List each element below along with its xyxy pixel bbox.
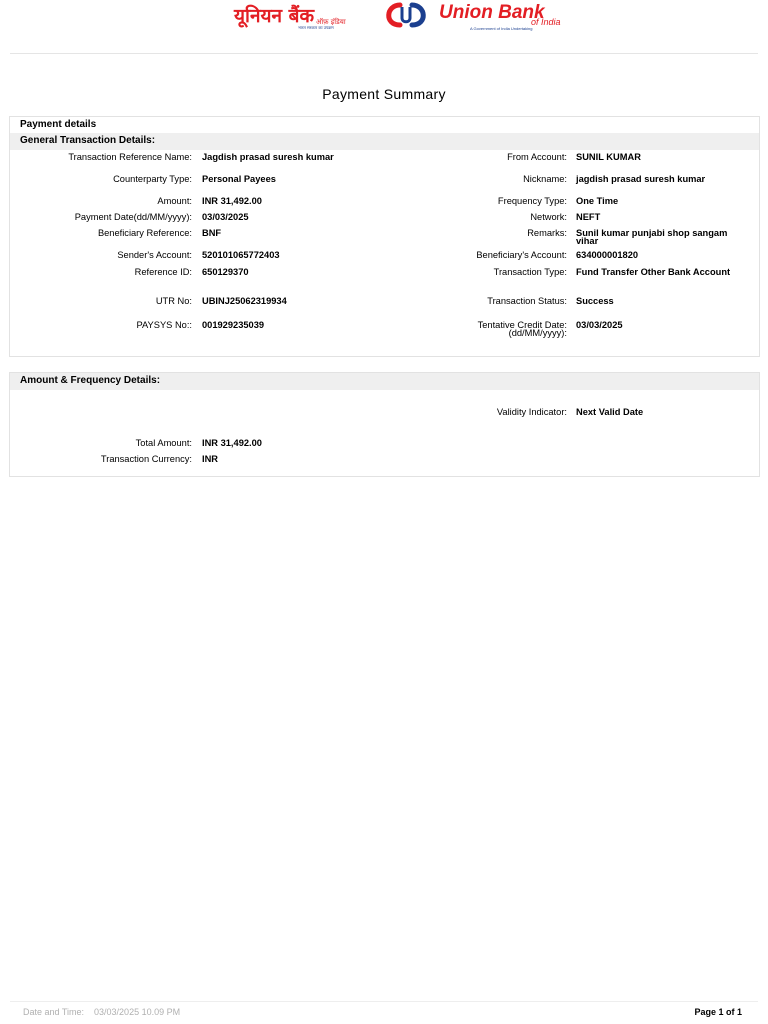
hindi-bank-sub: ऑफ़ इंडिया [316,18,346,26]
amount-label: Amount: [157,196,192,206]
network-value: NEFT [576,212,601,222]
senders-account-label: Sender's Account: [117,250,192,260]
reference-id-label: Reference ID: [134,267,192,277]
hindi-bank-name: यूनियन बैंक [234,5,315,27]
beneficiary-reference-value: BNF [202,228,222,238]
english-logo [439,2,579,30]
amount-frequency-panel [9,372,760,477]
union-bank-logo-icon [380,2,432,28]
remarks-label: Remarks: [527,228,567,238]
english-bank-sub: of India [531,17,561,27]
tentative-credit-date-label: Tentative Credit Date:(dd/MM/yyyy): [477,320,567,338]
datetime-value: 03/03/2025 10.09 PM [94,1007,181,1017]
beneficiary-account-label: Beneficiary's Account: [476,250,567,260]
reference-id-value: 650129370 [202,267,249,277]
transaction-reference-name-value: Jagdish prasad suresh kumar [202,152,334,162]
validity-indicator-label: Validity Indicator: [496,407,567,417]
total-amount-label: Total Amount: [135,438,192,448]
transaction-type-label: Transaction Type: [493,267,567,277]
from-account-value: SUNIL KUMAR [576,152,641,162]
total-amount-value: INR 31,492.00 [202,438,262,448]
payment-date-label: Payment Date(dd/MM/yyyy): [74,212,192,222]
bank-header [0,0,768,54]
nickname-label: Nickname: [523,174,567,184]
transaction-status-value: Success [576,296,614,306]
header-divider [10,53,758,54]
transaction-reference-name-label: Transaction Reference Name: [68,152,192,162]
payment-details-caption: Payment details [20,119,97,130]
payment-details-panel [9,116,760,357]
footer-divider [10,1001,758,1002]
transaction-status-label: Transaction Status: [487,296,567,306]
frequency-type-value: One Time [576,196,619,206]
amount-value: INR 31,492.00 [202,196,262,206]
transaction-currency-value: INR [202,454,219,464]
general-transaction-title: General Transaction Details: [20,135,156,146]
remarks-value: Sunil kumar punjabi shop sangam vihar [576,228,728,246]
beneficiary-account-value: 634000001820 [576,250,639,260]
validity-indicator-value: Next Valid Date [576,407,644,417]
payment-date-value: 03/03/2025 [202,212,249,222]
amount-frequency-header [10,373,759,390]
transaction-currency-label: Transaction Currency: [100,454,192,464]
utr-no-label: UTR No: [155,296,192,306]
network-label: Network: [530,212,567,222]
counterparty-type-label: Counterparty Type: [113,174,192,184]
nickname-value: jagdish prasad suresh kumar [576,174,706,184]
datetime-label: Date and Time: [23,1007,85,1017]
transaction-type-value: Fund Transfer Other Bank Account [576,267,731,277]
utr-no-value: UBINJ25062319934 [202,296,287,306]
paysys-no-value: 001929235039 [202,320,265,330]
page-title: Payment Summary [322,86,446,102]
paysys-no-label: PAYSYS No:: [136,320,192,330]
amount-frequency-title: Amount & Frequency Details: [20,375,161,386]
senders-account-value: 520101065772403 [202,250,280,260]
from-account-label: From Account: [507,152,567,162]
english-tagline: A Government of India Undertaking [470,26,533,31]
counterparty-type-value: Personal Payees [202,174,276,184]
page-number: Page 1 of 1 [694,1007,742,1017]
general-transaction-header [10,133,759,150]
english-bank-name: Union Bank [439,2,545,23]
tentative-credit-date-value: 03/03/2025 [576,320,623,330]
frequency-type-label: Frequency Type: [497,196,567,206]
footer-datetime [23,1007,180,1017]
hindi-logo [234,2,370,32]
hindi-tagline: भारत सरकार का उपक्रम [298,25,334,30]
beneficiary-reference-label: Beneficiary Reference: [97,228,192,238]
